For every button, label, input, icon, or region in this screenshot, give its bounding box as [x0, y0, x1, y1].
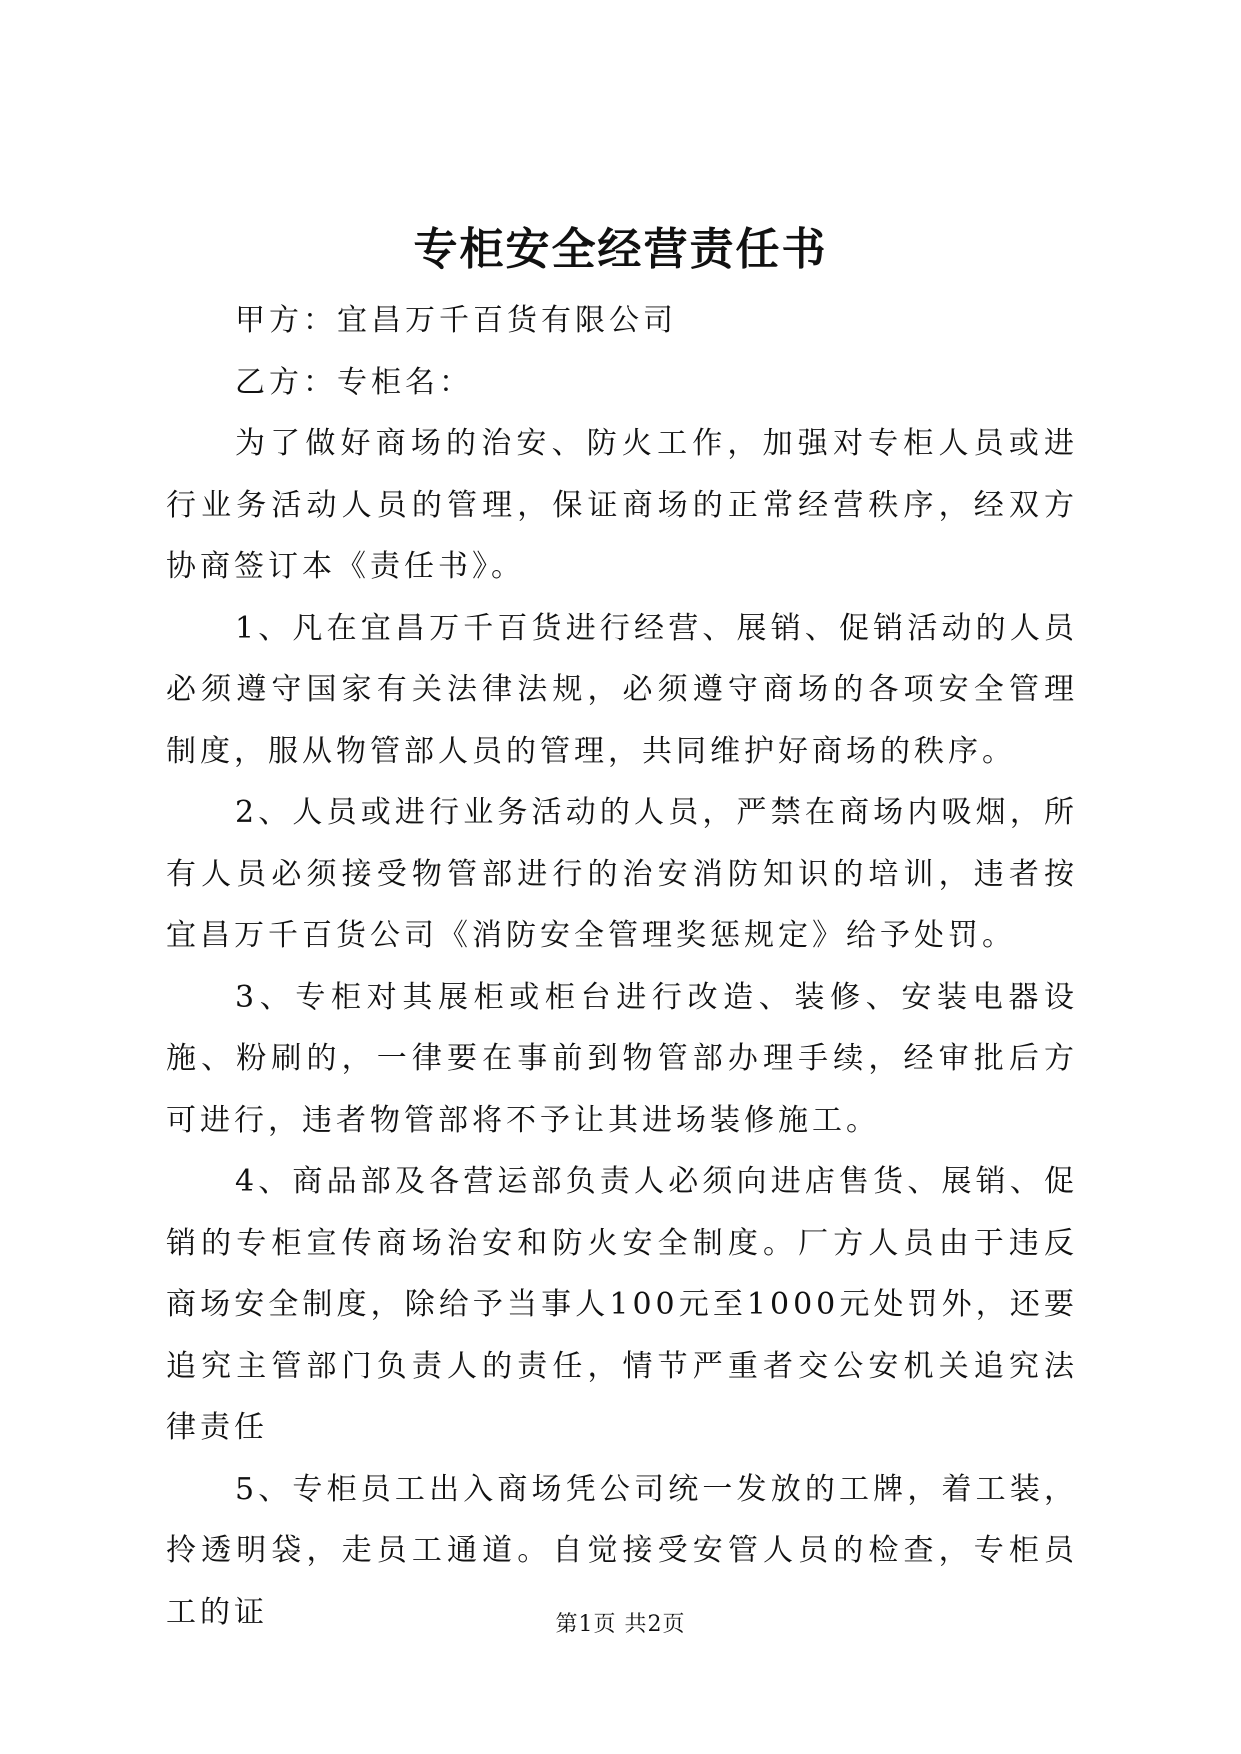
document-title: 专柜安全经营责任书 [413, 224, 828, 275]
document-body [166, 290, 1078, 1643]
clause-3: 3、专柜对其展柜或柜台进行改造、装修、安装电器设施、粉刷的，一律要在事前到物管部办理手续，经审批后方可进行，违者物管部将不予让其进场装修施工。 [166, 979, 1078, 1138]
clause-1: 1、凡在宜昌万千百货进行经营、展销、促销活动的人员必须遵守国家有关法律法规，必须遵守商场的各项安全管理制度，服从物管部人员的管理，共同维护好商场的秩序。 [166, 610, 1078, 769]
page-footer: 第1页 共2页 [555, 1612, 686, 1637]
party-a-line: 甲方：宜昌万千百货有限公司 [235, 303, 677, 338]
clause-2: 2、人员或进行业务活动的人员，严禁在商场内吸烟，所有人员必须接受物管部进行的治安消防知识的培训，违者按宜昌万千百货公司《消防安全管理奖惩规定》给予处罚。 [166, 795, 1078, 953]
intro-paragraph: 为了做好商场的治安、防火工作，加强对专柜人员或进行业务活动人员的管理，保证商场的正常经营秩序，经双方协商签订本《责任书》。 [166, 426, 1078, 584]
party-b-line: 乙方：专柜名： [235, 364, 473, 400]
clause-4: 4、商品部及各营运部负责人必须向进店售货、展销、促销的专柜宣传商场治安和防火安全制度。厂方人员由于违反商场安全制度，除给予当事人100元至1000元处罚外，还要追究主管部门负责人的责任，情节严重者交公安机关追究法律责任 [166, 1164, 1078, 1445]
clause-5: 5、专柜员工出入商场凭公司统一发放的工牌，着工装，拎透明袋，走员工通道。自觉接受安管人员的检查，专柜员工的证 [166, 1471, 1078, 1630]
